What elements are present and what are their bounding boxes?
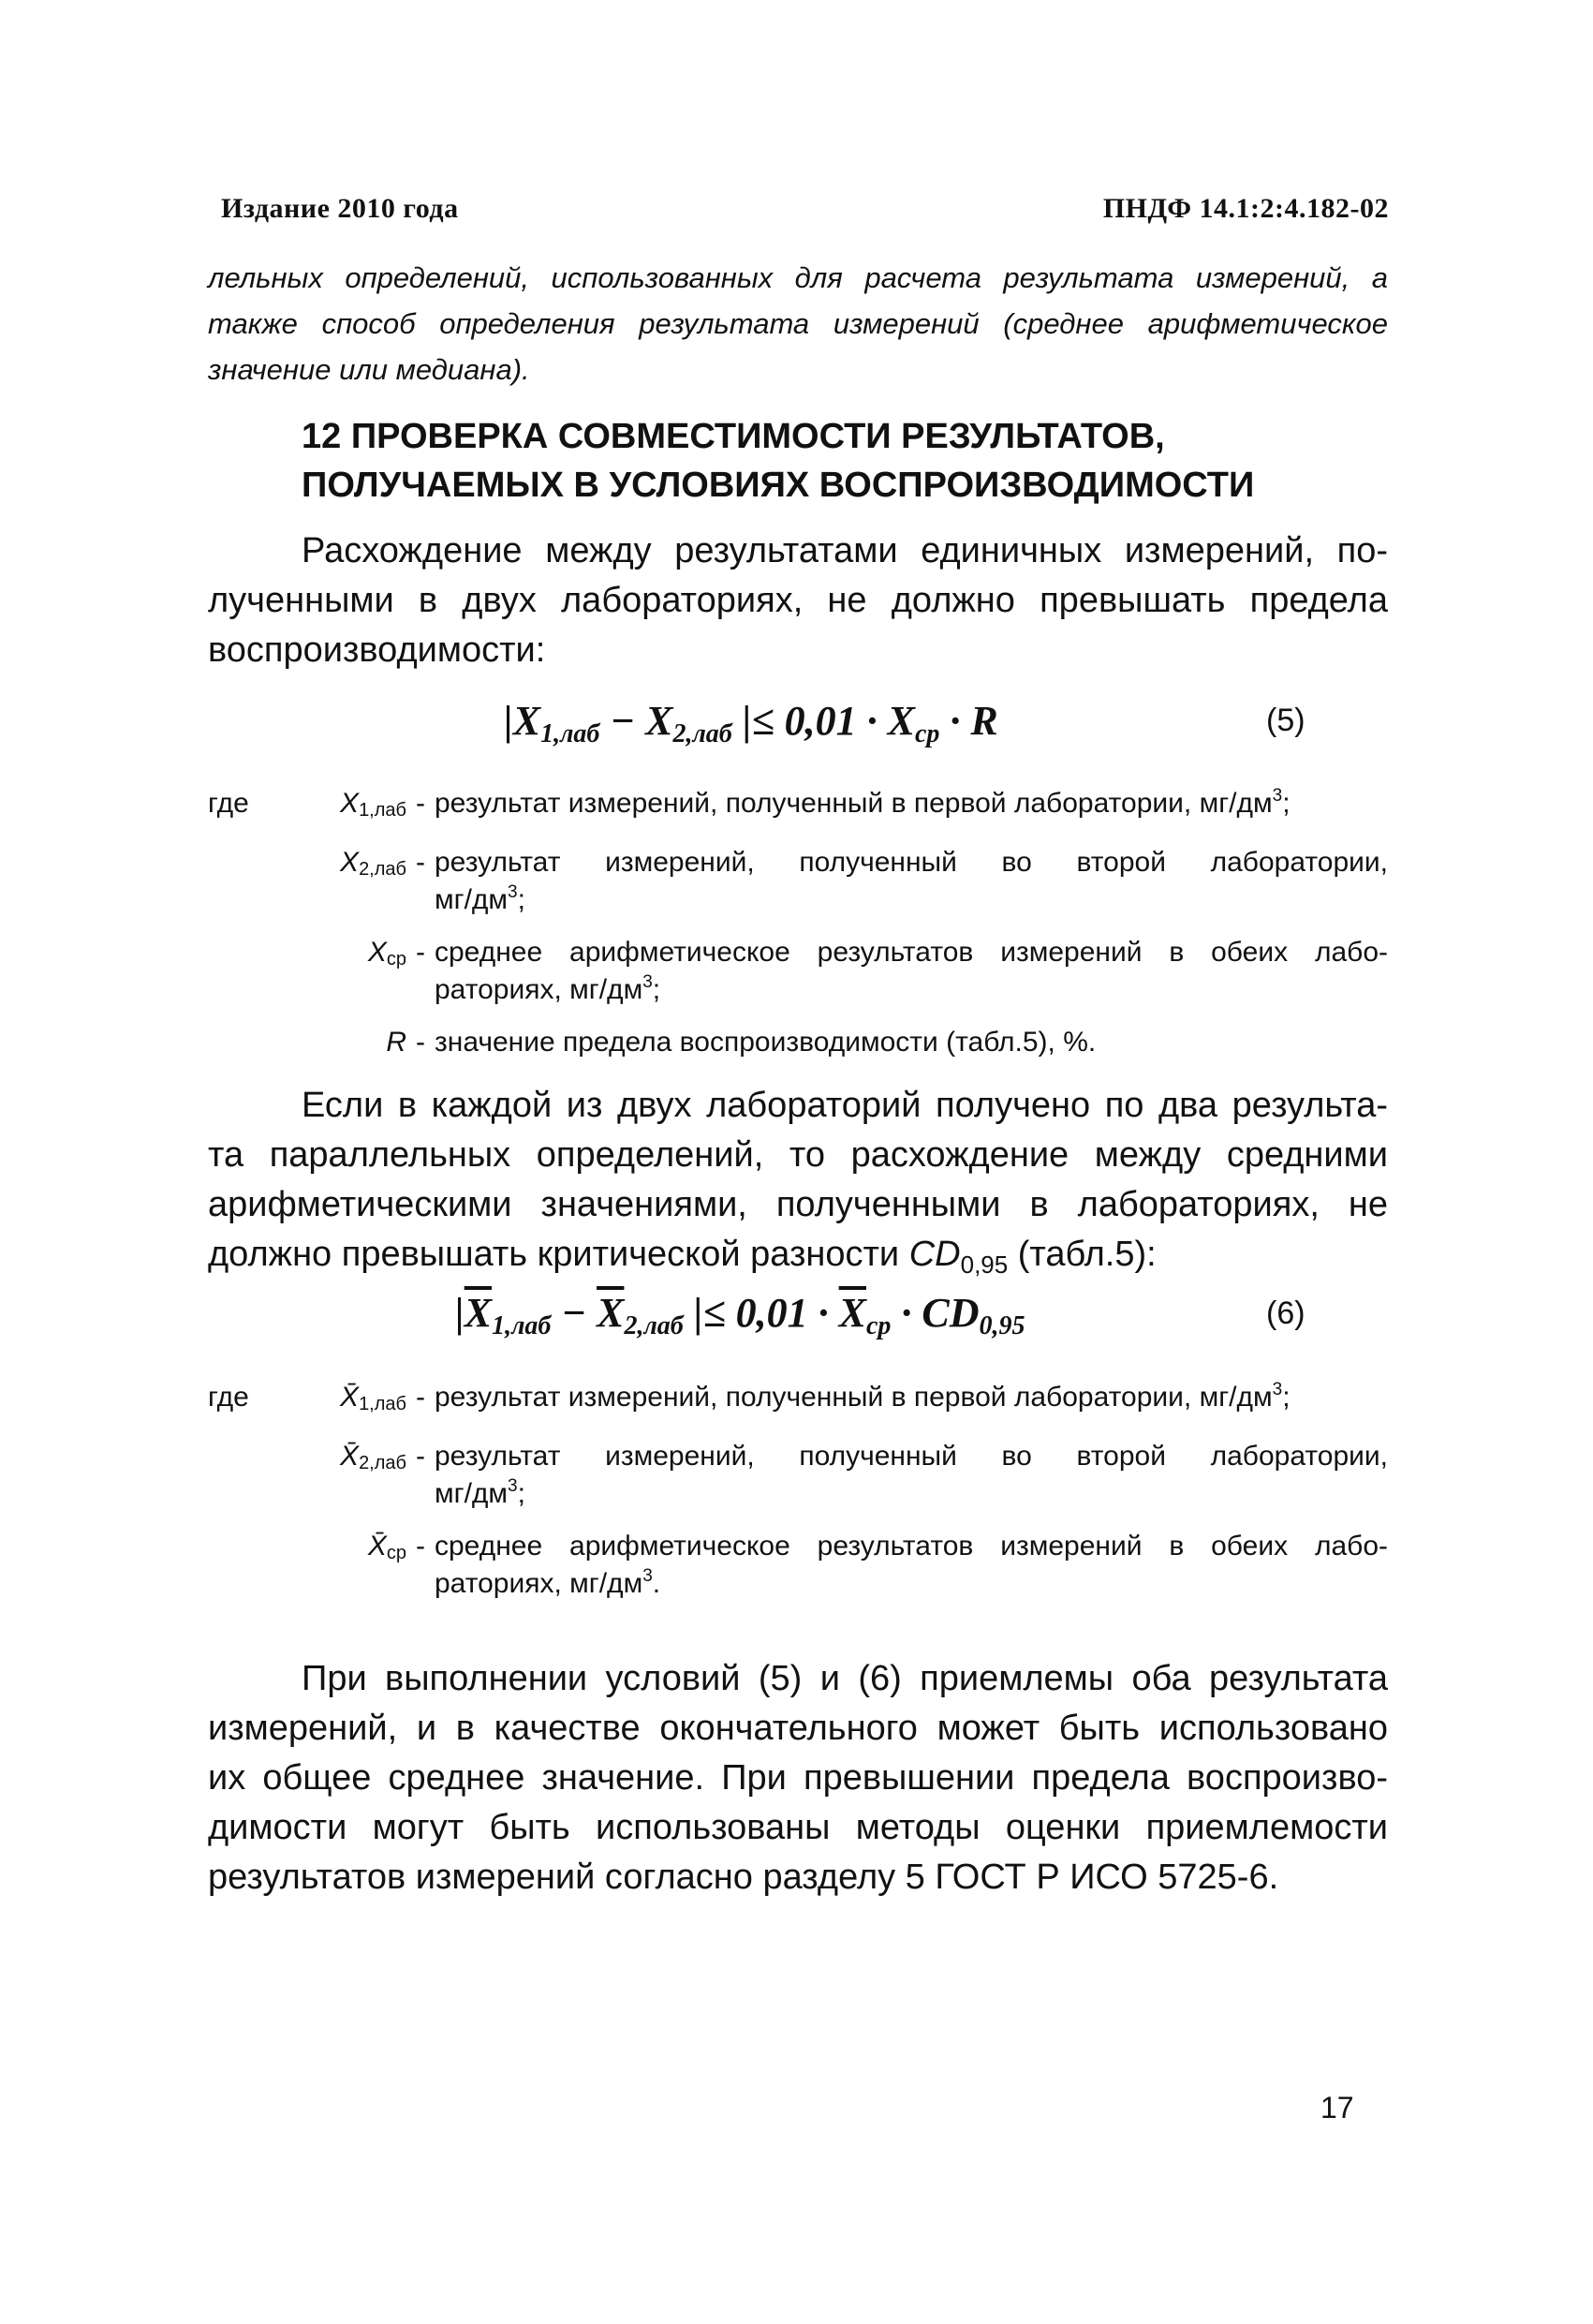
paragraph-line: их общее среднее значение. При превышении предела воспроизво- [208, 1758, 1388, 1798]
formula-x2-mean: $\overline{X}$ [597, 1290, 625, 1336]
formula-xcp-mean: $\overline{X}$ [838, 1290, 866, 1336]
definition-line: среднее арифметическое результатов измерений в обеих лабо- [435, 937, 1388, 968]
definition-symbol [208, 1438, 406, 1513]
definition-text [435, 1528, 1388, 1603]
paragraph-line: димости могут быть использованы методы оценки приемлемости [208, 1808, 1388, 1847]
definition-row [208, 844, 1388, 919]
paragraph-line: та параллельных определений, то расхождение между средними [208, 1135, 1388, 1175]
definition-line: значение предела воспроизводимости (табл.5), %. [435, 1027, 1097, 1058]
where-label: где [208, 1382, 249, 1413]
definition-dash: - [416, 788, 425, 819]
paragraph-3 [208, 1654, 1388, 1902]
symbol-var: X [340, 847, 360, 878]
definition-line-text: мг/дм [435, 1478, 509, 1509]
formula-le: |≤ 0,01 · [683, 1290, 839, 1336]
superscript: 3 [642, 1566, 653, 1586]
symbol-sub: ср [386, 949, 406, 970]
section-heading-line1: 12 ПРОВЕРКА СОВМЕСТИМОСТИ РЕЗУЛЬТАТОВ, [302, 417, 1165, 456]
symbol-sub: 1,лаб [359, 1394, 406, 1414]
page-number: 17 [1320, 2091, 1354, 2124]
punctuation: ; [1282, 1382, 1291, 1413]
header-edition: Издание 2010 года [221, 193, 459, 224]
formula-minus: − [551, 1290, 597, 1336]
paragraph-line: результатов измерений согласно разделу 5 ГОСТ Р ИСО 5725-6. [208, 1858, 1279, 1897]
definition-row [208, 1438, 1388, 1513]
punctuation: . [652, 1568, 661, 1599]
formula-abs-bar: | [455, 1290, 465, 1336]
paragraph-line: измерений, и в качестве окончательного может быть использовано [208, 1709, 1388, 1748]
definition-row [208, 1024, 1388, 1061]
formula-6 [455, 1289, 1025, 1341]
definition-row [208, 785, 1388, 829]
symbol-sub: 2,лаб [359, 859, 406, 880]
definition-symbol [208, 844, 406, 919]
symbol-var: X̄ [367, 1531, 387, 1562]
definition-line [435, 881, 1388, 919]
intro-line: лельных определений, использованных для расчета результата измерений, а [208, 261, 1388, 294]
formula-cd-sub: 0,95 [979, 1311, 1025, 1340]
formula-xcp-sub: ср [914, 719, 940, 748]
definition-line [435, 1475, 1388, 1513]
where-label: где [208, 788, 249, 819]
symbol-var: X [340, 788, 360, 819]
superscript: 3 [508, 882, 518, 902]
formula-x2: X [645, 698, 673, 744]
formula-dot: · [891, 1290, 922, 1336]
intro-line: значение или медиана). [208, 353, 530, 386]
definitions-2 [208, 1379, 1388, 1618]
paragraph-1 [208, 526, 1388, 675]
definition-text [435, 1438, 1388, 1513]
superscript: 3 [1272, 1380, 1283, 1399]
definition-dash: - [416, 937, 425, 968]
paragraph-line [208, 1230, 1388, 1280]
formula-abs-bar: | [504, 698, 513, 744]
formula-x1-mean: $\overline{X}$ [464, 1290, 493, 1336]
symbol-var: X [367, 937, 387, 968]
definition-line: результат измерений, полученный во второй лаборатории, [435, 1441, 1388, 1472]
definition-line [435, 1565, 1388, 1603]
definition-symbol [208, 1024, 406, 1061]
formula-tail: · R [939, 698, 998, 744]
definition-text [435, 934, 1388, 1009]
formula-5 [504, 697, 998, 749]
formula-xcp: X [887, 698, 915, 744]
formula-x1: X [512, 698, 541, 744]
header-document-code: ПНДФ 14.1:2:4.182-02 [1102, 193, 1389, 224]
superscript: 3 [1272, 786, 1283, 806]
formula-minus: − [599, 698, 646, 744]
definition-symbol [208, 1528, 406, 1603]
intro-text [208, 255, 1388, 392]
symbol-var: X̄ [340, 1382, 360, 1413]
superscript: 3 [642, 972, 653, 992]
definition-line [435, 785, 1388, 822]
paragraph-line-text: (табл.5): [1008, 1235, 1157, 1274]
symbol-var: X̄ [340, 1441, 360, 1472]
definition-line: среднее арифметическое результатов измерений в обеих лабо- [435, 1531, 1388, 1562]
punctuation: ; [1282, 788, 1291, 819]
paragraph-line: лученными в двух лабораториях, не должно превышать предела [208, 581, 1388, 620]
definition-symbol [208, 934, 406, 1009]
definition-line-text: результат измерений, полученный в первой лаборатории, мг/дм [435, 1382, 1273, 1413]
formula-xcp-sub: ср [865, 1311, 892, 1340]
definition-symbol [208, 785, 406, 829]
definition-line-text: раториях, мг/дм [435, 1568, 643, 1599]
paragraph-line: воспроизводимости: [208, 630, 546, 670]
definition-dash: - [416, 1441, 425, 1472]
paragraph-line: Расхождение между результатами единичных измерений, по- [302, 531, 1388, 570]
intro-line: также способ определения результата измерений (среднее арифметическое [208, 307, 1388, 340]
punctuation: ; [517, 884, 525, 915]
definition-text [435, 1379, 1388, 1423]
symbol-sub: 2,лаб [359, 1453, 406, 1473]
symbol-var: R [386, 1027, 406, 1058]
paragraph-line-text: должно превышать критической разности [208, 1235, 909, 1274]
definition-text [435, 785, 1388, 829]
section-heading-line2: ПОЛУЧАЕМЫХ В УСЛОВИЯХ ВОСПРОИЗВОДИМОСТИ [302, 466, 1255, 505]
paragraph-line: Если в каждой из двух лабораторий получено по два результа- [302, 1086, 1388, 1125]
definition-text [435, 844, 1388, 919]
superscript: 3 [508, 1476, 518, 1496]
definition-row [208, 1379, 1388, 1423]
punctuation: ; [652, 974, 661, 1005]
definition-row [208, 934, 1388, 1009]
definition-text [435, 1024, 1388, 1061]
symbol-sub: 1,лаб [359, 800, 406, 821]
paragraph-2 [208, 1081, 1388, 1280]
definition-row [208, 1528, 1388, 1603]
definitions-1 [208, 785, 1388, 1076]
punctuation: ; [517, 1478, 525, 1509]
definition-dash: - [416, 1382, 425, 1413]
cd-symbol: CD [908, 1235, 961, 1274]
formula-x1-sub: 1,лаб [492, 1311, 552, 1340]
definition-line-text: мг/дм [435, 884, 509, 915]
definition-line-text: раториях, мг/дм [435, 974, 643, 1005]
definition-dash: - [416, 847, 425, 878]
definition-dash: - [416, 1027, 425, 1058]
formula-x2-sub: 2,лаб [672, 719, 732, 748]
formula-x1-sub: 1,лаб [540, 719, 600, 748]
definition-line-text: результат измерений, полученный в первой лаборатории, мг/дм [435, 788, 1273, 819]
cd-subscript: 0,95 [960, 1251, 1009, 1279]
formula-x2-sub: 2,лаб [624, 1311, 684, 1340]
paragraph-line: арифметическими значениями, полученными в лабораториях, не [208, 1185, 1388, 1224]
definition-dash: - [416, 1531, 425, 1562]
paragraph-line: При выполнении условий (5) и (6) приемлемы оба результата [302, 1659, 1388, 1698]
definition-line: результат измерений, полученный во второй лаборатории, [435, 847, 1388, 878]
section-heading [302, 412, 1379, 510]
definition-symbol [208, 1379, 406, 1423]
equation-number-5: (5) [1266, 703, 1305, 738]
formula-le: |≤ 0,01 · [731, 698, 888, 744]
formula-cd: CD [922, 1290, 980, 1336]
definition-line [435, 971, 1388, 1009]
equation-number-6: (6) [1266, 1295, 1305, 1331]
definition-line [435, 1379, 1388, 1416]
symbol-sub: ср [386, 1543, 406, 1563]
